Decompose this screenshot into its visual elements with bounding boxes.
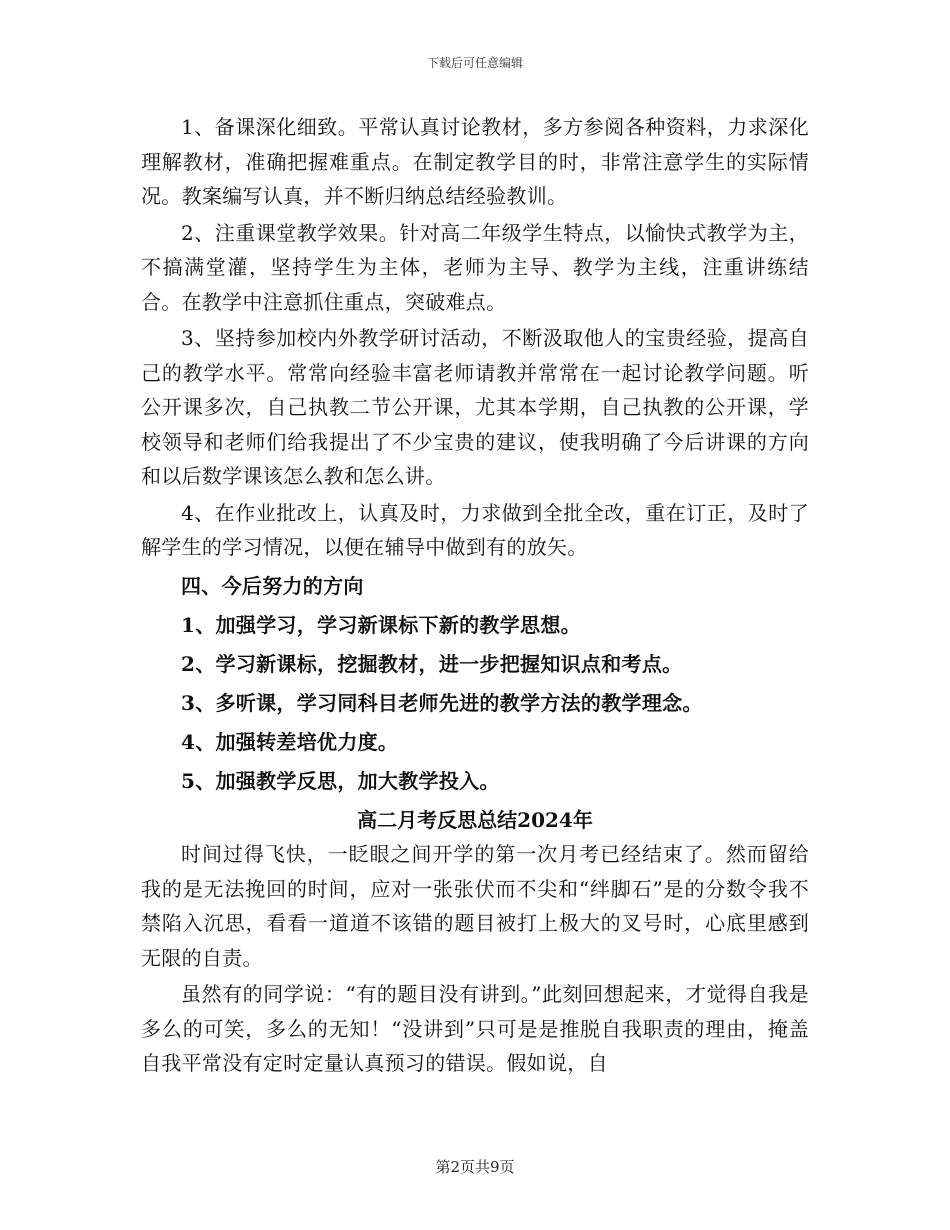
direction-item-3: 3、多听课，学习同科目老师先进的教学方法的教学理念。 [181, 690, 703, 715]
article-title: 高二月考反思总结2024年 [357, 807, 593, 832]
section-heading: 四、今后努力的方向 [181, 573, 364, 598]
document-body [141, 110, 809, 1081]
direction-item-2: 2、学习新课标，挖掘教材，进一步把握知识点和考点。 [181, 651, 683, 676]
page-header: 下载后可任意编辑 [426, 56, 523, 70]
paragraph-6: 虽然有的同学说：“有的题目没有讲到。”此刻回想起来，才觉得自我是多么的可笑，多么的无知！“没讲到”只可是是推脱自我职责的理由，掩盖自我平常没有定时定量认真预习的错误。假如说，自 [141, 982, 809, 1075]
paragraph-2: 2、注重课堂教学效果。针对高二年级学生特点，以愉快式教学为主，不搞满堂灌，坚持学生为主体，老师为主导、教学为主线，注重讲练结合。在教学中注意抓住重点，突破难点。 [141, 220, 809, 314]
paragraph-4: 4、在作业批改上，认真及时，力求做到全批全改，重在订正，及时了解学生的学习情况，以便在辅导中做到有的放矢。 [141, 500, 809, 559]
page-number: 第2页共9页 [435, 1158, 515, 1176]
direction-item-4: 4、加强转差培优力度。 [181, 729, 399, 754]
direction-item-5: 5、加强教学反思，加大教学投入。 [181, 768, 500, 793]
direction-item-1: 1、加强学习，学习新课标下新的教学思想。 [181, 612, 581, 637]
paragraph-5: 时间过得飞快，一眨眼之间开学的第一次月考已经结束了。然而留给我的是无法挽回的时间，应对一张张伏而不尖和“绊脚石”是的分数令我不禁陷入沉思，看看一道道不该错的题目被打上极大的叉号时，心底里感到无限的自责。 [141, 842, 809, 970]
paragraph-3: 3、坚持参加校内外教学研讨活动，不断汲取他人的宝贵经验，提高自己的教学水平。常常向经验丰富老师请教并常常在一起讨论教学问题。听公开课多次，自己执教二节公开课，尤其本学期，自己执教的公开课，学校领导和老师们给我提出了不少宝贵的建议，使我明确了今后讲课的方向和以后数学课该怎么教和怎么讲。 [141, 326, 809, 488]
paragraph-1: 1、备课深化细致。平常认真讨论教材，多方参阅各种资料，力求深化理解教材，准确把握难重点。在制定教学目的时，非常注意学生的实际情况。教案编写认真，并不断归纳总结经验教训。 [141, 115, 809, 208]
